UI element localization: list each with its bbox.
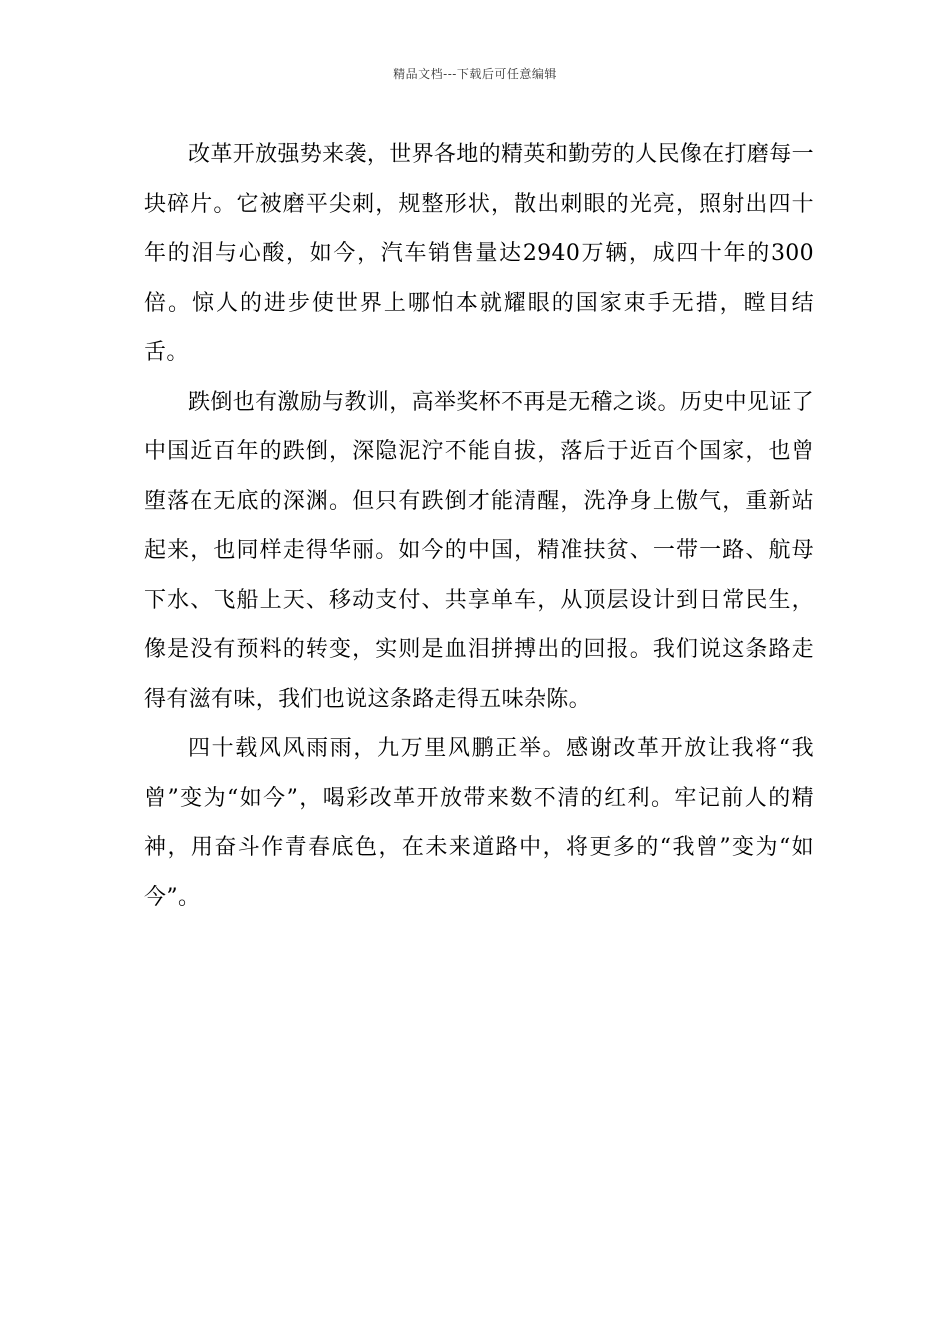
paragraph-2: 跌倒也有激励与教训，高举奖杯不再是无稽之谈。历史中见证了中国近百年的跌倒，深隐泥泞不能自拔，落后于近百个国家，也曾堕落在无底的深渊。但只有跌倒才能清醒，洗净身上傲气，重新站起来，也同样走得华丽。如今的中国，精准扶贫、一带一路、航母下水、飞船上天、移动支付、共享单车，从顶层设计到日常民生，像是没有预料的转变，实则是血泪拼搏出的回报。我们说这条路走得有滋有味，我们也说这条路走得五味杂陈。 (144, 389, 814, 712)
document-body (144, 130, 814, 922)
paragraph-3: 四十载风风雨雨，九万里风鹏正举。感谢改革开放让我将“我曾”变为“如今”，喝彩改革开放带来数不清的红利。牢记前人的精神，用奋斗作青春底色，在未来道路中，将更多的“我曾”变为“如今”。 (144, 736, 814, 910)
page-header: 精品文档---下载后可任意编辑 (393, 67, 557, 81)
paragraph-1: 改革开放强势来袭，世界各地的精英和勤劳的人民像在打磨每一块碎片。它被磨平尖刺，规整形状，散出刺眼的光亮，照射出四十年的泪与心酸，如今，汽车销售量达2940万辆，成四十年的300倍。惊人的进步使世界上哪怕本就耀眼的国家束手无措，瞠目结舌。 (144, 142, 814, 365)
